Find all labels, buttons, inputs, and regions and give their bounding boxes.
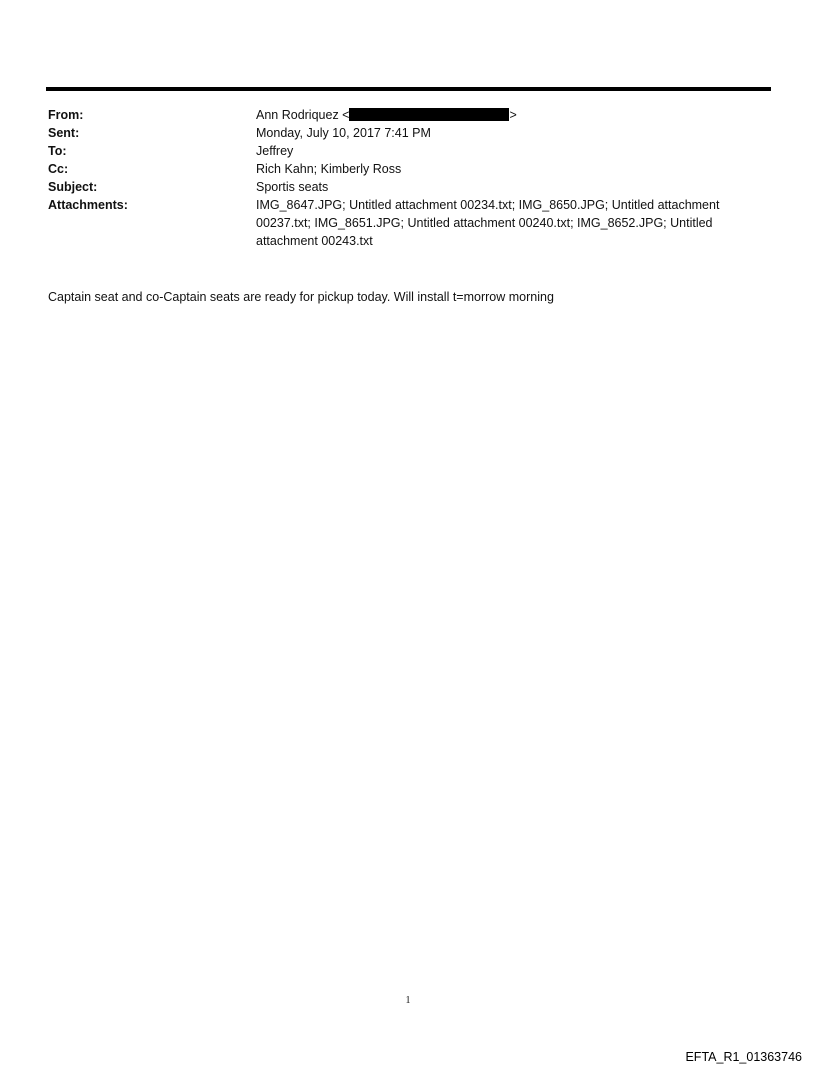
from-row — [48, 106, 770, 124]
subject-label: Subject: — [48, 180, 98, 194]
from-close-bracket: > — [509, 108, 517, 122]
from-value — [256, 106, 770, 124]
attachments-label: Attachments: — [48, 198, 128, 212]
sent-value: Monday, July 10, 2017 7:41 PM — [256, 126, 431, 140]
sent-label: Sent: — [48, 126, 80, 140]
header-divider — [46, 87, 771, 91]
to-value: Jeffrey — [256, 144, 294, 158]
subject-value: Sportis seats — [256, 180, 329, 194]
attachments-row — [48, 196, 770, 250]
attachments-value: IMG_8647.JPG; Untitled attachment 00234.txt; IMG_8650.JPG; Untitled attachment 00237.txt; IMG_8651.JPG; Untitled attachment 00240.txt; IMG_8652.JPG; Untitled attachment 00243.txt — [256, 198, 720, 248]
cc-value: Rich Kahn; Kimberly Ross — [256, 162, 402, 176]
email-header — [48, 106, 770, 250]
document-id: EFTA_R1_01363746 — [685, 1050, 802, 1064]
sent-row — [48, 124, 770, 142]
page-number: 1 — [405, 995, 411, 1006]
redaction-block — [349, 108, 509, 121]
from-label: From: — [48, 108, 84, 122]
cc-row — [48, 160, 770, 178]
email-body: Captain seat and co-Captain seats are ready for pickup today. Will install t=morrow morning — [48, 290, 554, 304]
cc-label: Cc: — [48, 162, 69, 176]
from-name: Ann Rodriquez < — [256, 108, 350, 122]
to-row — [48, 142, 770, 160]
to-label: To: — [48, 144, 67, 158]
subject-row — [48, 178, 770, 196]
